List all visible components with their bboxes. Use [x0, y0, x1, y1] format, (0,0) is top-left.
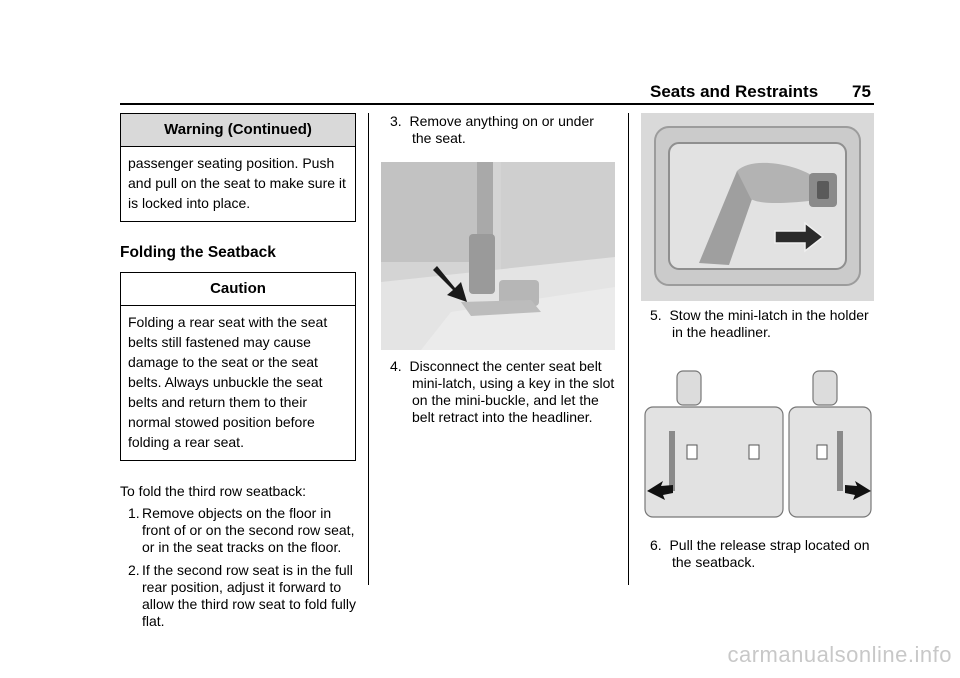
column-divider-right	[628, 113, 629, 585]
step-text: Pull the release strap located on the seatback.	[669, 537, 870, 570]
watermark: carmanualsonline.info	[727, 642, 952, 667]
step-text: Stow the mini-latch in the holder in the headliner.	[669, 307, 869, 340]
list-item	[381, 358, 616, 426]
step-number: 5.	[650, 307, 662, 323]
warning-box-body: passenger seating position. Push and pull on the seat to make sure it is locked into place.	[128, 155, 346, 211]
step-number: 4.	[390, 358, 402, 374]
header-rule	[120, 103, 874, 105]
list-item	[381, 113, 616, 147]
step-text: Disconnect the center seat belt mini-latch, using a key in the slot on the mini-buckle, and let the belt retract into the headliner.	[409, 358, 615, 425]
column-3	[641, 113, 875, 571]
step-number: 2.	[128, 562, 140, 578]
page-header-title: Seats and Restraints	[650, 82, 819, 101]
step-number: 1.	[128, 505, 140, 521]
caution-box	[120, 272, 356, 461]
step-text: If the second row seat is in the full rear position, adjust it forward to allow the third row seat to fold fully flat.	[142, 562, 356, 629]
caution-box-body: Folding a rear seat with the seat belts still fastened may cause damage to the seat or the seat belts. Always unbuckle the seat belts and return them to their normal stowed position before folding a rear seat.	[128, 314, 328, 450]
step-text: Remove objects on the floor in front of or on the second row seat, or in the seat tracks on the floor.	[142, 505, 355, 555]
list-item	[120, 505, 356, 556]
column-2	[381, 113, 616, 426]
intro-paragraph: To fold the third row seatback:	[120, 483, 306, 499]
step-number: 6.	[650, 537, 662, 553]
headliner-holder-illustration	[641, 113, 874, 301]
list-item	[641, 307, 875, 341]
list-item	[641, 537, 875, 571]
warning-box	[120, 113, 356, 222]
step-text: Remove anything on or under the seat.	[409, 113, 594, 146]
steps-list	[120, 505, 356, 630]
seatback-release-strap-illustration	[641, 367, 874, 527]
caution-box-title: Caution	[121, 273, 355, 306]
page-number: 75	[852, 82, 871, 101]
list-item	[120, 562, 356, 630]
column-divider-left	[368, 113, 369, 585]
step-number: 3.	[390, 113, 402, 129]
column-1	[120, 113, 356, 636]
warning-box-title: Warning (Continued)	[121, 114, 355, 147]
rear-seat-buckle-illustration	[381, 162, 615, 350]
section-heading: Folding the Seatback	[120, 244, 276, 261]
